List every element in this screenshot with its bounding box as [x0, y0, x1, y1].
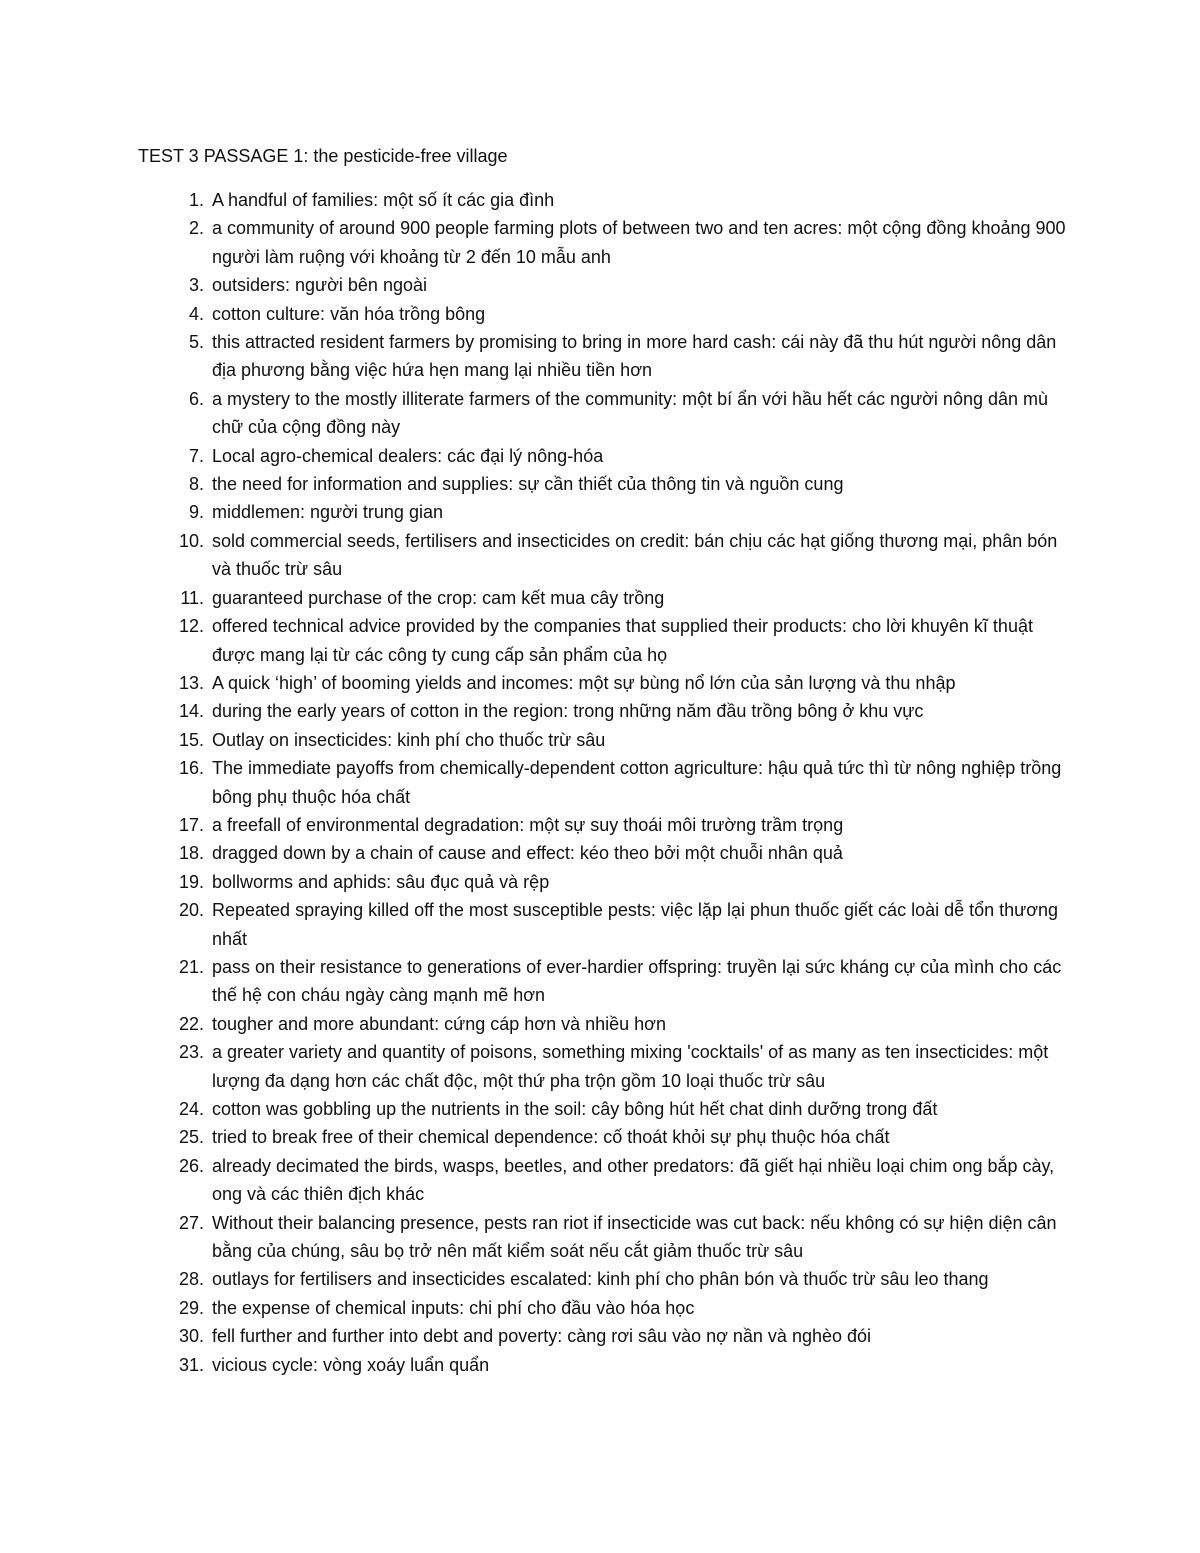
list-item	[138, 527, 1068, 584]
list-item-text: during the early years of cotton in the region: trong những năm đầu trồng bông ở khu vực	[212, 701, 924, 722]
list-item-number: 30.	[178, 1326, 204, 1347]
list-item-number: 27.	[178, 1212, 204, 1233]
list-item-text: outlays for fertilisers and insecticides escalated: kinh phí cho phân bón và thuốc trừ sâu leo thang	[212, 1269, 989, 1290]
list-item-text: sold commercial seeds, fertilisers and insecticides on credit: bán chịu các hạt giống thương mại, phân bón và thuốc trừ sâu	[212, 530, 1058, 580]
list-item	[138, 271, 1068, 299]
list-item-text: A quick ‘high’ of booming yields and incomes: một sự bùng nổ lớn của sản lượng và thu nhập	[212, 672, 956, 693]
list-item-text: the expense of chemical inputs: chi phí cho đầu vào hóa học	[212, 1297, 695, 1318]
list-item-number: 6.	[188, 388, 204, 409]
list-item	[138, 697, 1068, 725]
list-item	[138, 1152, 1068, 1209]
list-item	[138, 669, 1068, 697]
list-item-number: 8.	[188, 474, 204, 495]
list-item	[138, 754, 1068, 811]
list-item-number: 23.	[178, 1042, 204, 1063]
list-item-text: A handful of families: một số ít các gia đình	[212, 190, 555, 210]
list-item	[138, 1351, 1068, 1379]
list-item	[138, 1095, 1068, 1123]
list-item-number: 2.	[188, 218, 204, 239]
list-item	[138, 839, 1068, 867]
list-item	[138, 1209, 1068, 1266]
list-item-number: 1.	[188, 190, 204, 210]
list-item-text: a community of around 900 people farming plots of between two and ten acres: một cộng đồng khoảng 900 người làm ruộng với khoảng từ 2 đến 10 mẫu anh	[212, 218, 1066, 267]
list-item-text: this attracted resident farmers by promising to bring in more hard cash: cái này đã thu hút người nông dân địa phương bằng việc hứa hẹn mang lại nhiều tiền hơn	[212, 332, 1057, 381]
list-item	[138, 1038, 1068, 1095]
list-item-text: already decimated the birds, wasps, beetles, and other predators: đã giết hại nhiều loại chim ong bắp cày, ong và các thiên địch khác	[212, 1155, 1055, 1205]
list-item	[138, 470, 1068, 498]
list-item-text: guaranteed purchase of the crop: cam kết mua cây trồng	[212, 587, 665, 608]
list-item-text: tried to break free of their chemical dependence: cố thoát khỏi sự phụ thuộc hóa chất	[212, 1127, 890, 1148]
list-item-number: 25.	[178, 1127, 204, 1148]
list-item	[138, 498, 1068, 526]
list-item	[138, 811, 1068, 839]
vocabulary-list	[138, 186, 1068, 1379]
list-item-number: 24.	[178, 1099, 204, 1119]
list-item-number: 15.	[178, 729, 204, 750]
list-item	[138, 385, 1068, 442]
list-item	[138, 726, 1068, 754]
list-item	[138, 1294, 1068, 1322]
list-item-number: 13.	[178, 672, 204, 693]
list-item-number: 16.	[178, 758, 204, 779]
list-item-number: 4.	[188, 303, 204, 324]
list-item-number: 26.	[178, 1155, 204, 1176]
list-item-text: tougher and more abundant: cứng cáp hơn và nhiều hơn	[212, 1013, 666, 1034]
list-item-number: 28.	[178, 1269, 204, 1290]
list-item	[138, 612, 1068, 669]
list-item-number: 21.	[178, 956, 204, 977]
list-item-text: fell further and further into debt and poverty: càng rơi sâu vào nợ nần và nghèo đói	[212, 1326, 872, 1347]
list-item-number: 5.	[188, 332, 204, 353]
list-item-number: 12.	[178, 616, 204, 637]
list-item	[138, 1123, 1068, 1151]
list-item-number: 11.	[180, 587, 204, 608]
list-item-number: 17.	[178, 814, 204, 835]
list-item-text: Local agro-chemical dealers: các đại lý nông-hóa	[212, 445, 604, 466]
list-item	[138, 953, 1068, 1010]
list-item-text: a greater variety and quantity of poisons, something mixing 'cocktails' of as many as ten insecticides: một lượng đa dạng hơn các chất độc, một thứ pha trộn gồm 10 loại thuốc trừ sâu	[212, 1042, 1049, 1091]
list-item	[138, 1322, 1068, 1350]
list-item-text: offered technical advice provided by the companies that supplied their products: cho lời khuyên kĩ thuật được mang lại từ các công ty cung cấp sản phẩm của họ	[212, 616, 1033, 665]
list-item-number: 20.	[178, 900, 204, 921]
list-item-text: Outlay on insecticides: kinh phí cho thuốc trừ sâu	[212, 729, 606, 750]
list-item-text: Repeated spraying killed off the most susceptible pests: việc lặp lại phun thuốc giết các loài dễ tổn thương nhất	[212, 900, 1059, 949]
list-item-number: 19.	[178, 871, 204, 892]
list-item	[138, 300, 1068, 328]
list-item-text: the need for information and supplies: sự cần thiết của thông tin và nguồn cung	[212, 474, 844, 495]
list-item-number: 10.	[178, 530, 204, 551]
list-item	[138, 868, 1068, 896]
list-item	[138, 442, 1068, 470]
document-title: TEST 3 PASSAGE 1: the pesticide-free village	[138, 146, 508, 166]
list-item	[138, 328, 1068, 385]
list-item-number: 3.	[188, 275, 204, 296]
list-item-number: 7.	[188, 445, 204, 466]
list-item-number: 22.	[178, 1013, 204, 1034]
list-item-number: 31.	[178, 1354, 204, 1375]
list-item	[138, 1265, 1068, 1293]
list-item-text: cotton culture: văn hóa trồng bông	[212, 303, 486, 324]
list-item-number: 9.	[188, 502, 204, 523]
list-item-number: 14.	[178, 701, 204, 722]
list-item-text: middlemen: người trung gian	[212, 502, 443, 523]
list-item-text: pass on their resistance to generations of ever-hardier offspring: truyền lại sức kháng cự của mình cho các thế hệ con cháu ngày càng mạnh mẽ hơn	[212, 956, 1062, 1006]
list-item-text: bollworms and aphids: sâu đục quả và rệp	[212, 871, 550, 892]
list-item	[138, 584, 1068, 612]
list-item-text: dragged down by a chain of cause and effect: kéo theo bởi một chuỗi nhân quả	[212, 843, 843, 864]
list-item-text: a mystery to the mostly illiterate farmers of the community: một bí ẩn với hầu hết các người nông dân mù chữ của cộng đồng này	[212, 388, 1049, 438]
list-item	[138, 896, 1068, 953]
list-item	[138, 214, 1068, 271]
list-item-text: The immediate payoffs from chemically-dependent cotton agriculture: hậu quả tức thì từ nông nghiệp trồng bông phụ thuộc hóa chất	[212, 758, 1062, 807]
list-item-text: a freefall of environmental degradation: một sự suy thoái môi trường trầm trọng	[212, 814, 844, 835]
list-item-text: vicious cycle: vòng xoáy luẩn quẩn	[212, 1354, 490, 1375]
list-item-number: 18.	[178, 843, 204, 864]
list-item-text: Without their balancing presence, pests ran riot if insecticide was cut back: nếu không có sự hiện diện cân bằng của chúng, sâu bọ trở nên mất kiểm soát nếu cắt giảm thuốc trừ sâu	[212, 1212, 1057, 1262]
list-item-number: 29.	[178, 1297, 204, 1318]
list-item	[138, 1010, 1068, 1038]
list-item-text: cotton was gobbling up the nutrients in the soil: cây bông hút hết chat dinh dưỡng trong đất	[212, 1099, 938, 1119]
list-item	[138, 186, 1068, 214]
list-item-text: outsiders: người bên ngoài	[212, 275, 427, 296]
